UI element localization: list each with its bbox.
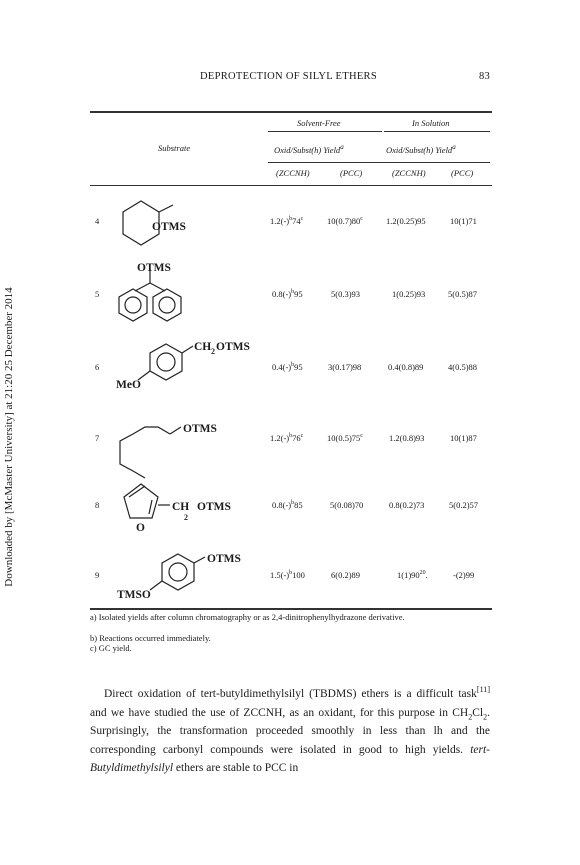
row-number: 9 (95, 570, 100, 580)
row5-pcc-sol: 5(0.5)87 (448, 289, 478, 299)
row4-otms-label: OTMS (152, 221, 186, 233)
body-paragraph: Direct oxidation of tert-butyldimethylsilyl (TBDMS) ethers is a difficult task[11] and we have studied the use of ZCCNH, as an oxidant, for this purpose in $CH_2Cl_2$. Surprisingly, the transformation proceeded smoothly in less than lh and the corresponding carbonyl compounds were isolated in good to high yields. tert-Butyldimethylsilyl ethers are stable to PCC in (90, 685, 490, 774)
aryl-bis-otms-structure (150, 554, 205, 590)
header-in-solution: In Solution (412, 118, 450, 128)
row6-meo-label: MeO (116, 379, 141, 391)
row4-pcc-sol: 10(1)71 (450, 216, 477, 226)
header-oxid-solvent-free: Oxid/Subst(h) Yield$^a$ (274, 143, 344, 155)
row6-zccnh-sol: 0.4(0.8)89 (388, 362, 424, 372)
diphenylmethyl-otms-structure (119, 270, 181, 321)
row9-pcc-sf: 6(0.2)89 (331, 570, 361, 580)
row6-pcc-sol: 4(0.5)88 (448, 362, 478, 372)
row7-pcc-sf: 10(0.5)75$^c$ (327, 433, 363, 443)
row8-zccnh-sol: 0.8(0.2)73 (389, 500, 425, 510)
row8-zccnh-sf: $0.8(-)^b85$ (272, 500, 303, 510)
row9-tmso-label: TMSO (117, 589, 151, 601)
row9-otms-label: OTMS (207, 553, 241, 565)
row4-zccnh-sf: $1.2(-)^b74^c$ (270, 216, 304, 226)
header-substrate: Substrate (158, 143, 191, 153)
row8-ch-label: CH (172, 501, 190, 513)
download-notice: Downloaded by [McMaster University] at 21:20 25 December 2014 (3, 287, 15, 587)
footnote-c: c) GC yield. (90, 643, 132, 653)
row5-zccnh-sf: $0.8(-)^b95$ (272, 289, 303, 299)
row6-zccnh-sf: $0.4(-)^b95$ (272, 362, 303, 372)
row6-sub2-label: 2 (211, 347, 215, 356)
row8-pcc-sol: 5(0.2)57 (449, 500, 479, 510)
row4-zccnh-sol: 1.2(0.25)95 (386, 216, 426, 226)
page-number: 83 (479, 71, 491, 82)
row5-zccnh-sol: 1(0.25)93 (392, 289, 426, 299)
methoxybenzyl-otms-structure (138, 344, 193, 380)
row8-otms-label: OTMS (197, 501, 231, 513)
row5-otms-label: OTMS (137, 262, 171, 274)
row7-pcc-sol: 10(1)87 (450, 433, 477, 443)
row-number: 6 (95, 362, 100, 372)
footnote-b: b) Reactions occurred immediately. (90, 633, 211, 643)
row-number: 4 (95, 216, 100, 226)
row7-otms-label: OTMS (183, 423, 217, 435)
header-zccnh-1: (ZCCNH) (276, 168, 310, 178)
row6-pcc-sf: 3(0.17)98 (328, 362, 362, 372)
row7-zccnh-sf: $1.2(-)^b76^c$ (270, 433, 304, 443)
row4-pcc-sf: 10(0.7)80$^c$ (327, 216, 363, 226)
running-title: DEPROTECTION OF SILYL ETHERS (200, 71, 377, 82)
row6-otms-label: OTMS (216, 341, 250, 353)
row6-ch-label: CH (194, 341, 212, 353)
header-oxid-solution: Oxid/Subst(h) Yield$^a$ (386, 143, 456, 155)
row7-zccnh-sol: 1.2(0.8)93 (389, 433, 425, 443)
furfuryl-otms-structure (124, 484, 170, 518)
row-number: 7 (95, 433, 100, 443)
header-pcc-2: (PCC) (451, 168, 474, 178)
header-pcc-1: (PCC) (340, 168, 363, 178)
row5-pcc-sf: 5(0.3)93 (331, 289, 361, 299)
row8-pcc-sf: 5(0.08)70 (330, 500, 364, 510)
alkenyl-otms-structure (120, 427, 181, 478)
footnote-a: a) Isolated yields after column chromatography or as 2,4-dinitrophenylhydrazone derivative. (90, 612, 405, 622)
row9-pcc-sol: -(2)99 (453, 570, 475, 580)
header-solvent-free: Solvent-Free (297, 118, 341, 128)
row8-o-label: O (136, 522, 145, 534)
row9-zccnh-sf: $1.5(-)^b100$ (270, 570, 305, 580)
row9-zccnh-sol: $1(1)90^{20}$. (397, 570, 428, 580)
row-number: 8 (95, 500, 100, 510)
row8-sub2-label: 2 (184, 513, 188, 522)
row-number: 5 (95, 289, 100, 299)
header-zccnh-2: (ZCCNH) (392, 168, 426, 178)
